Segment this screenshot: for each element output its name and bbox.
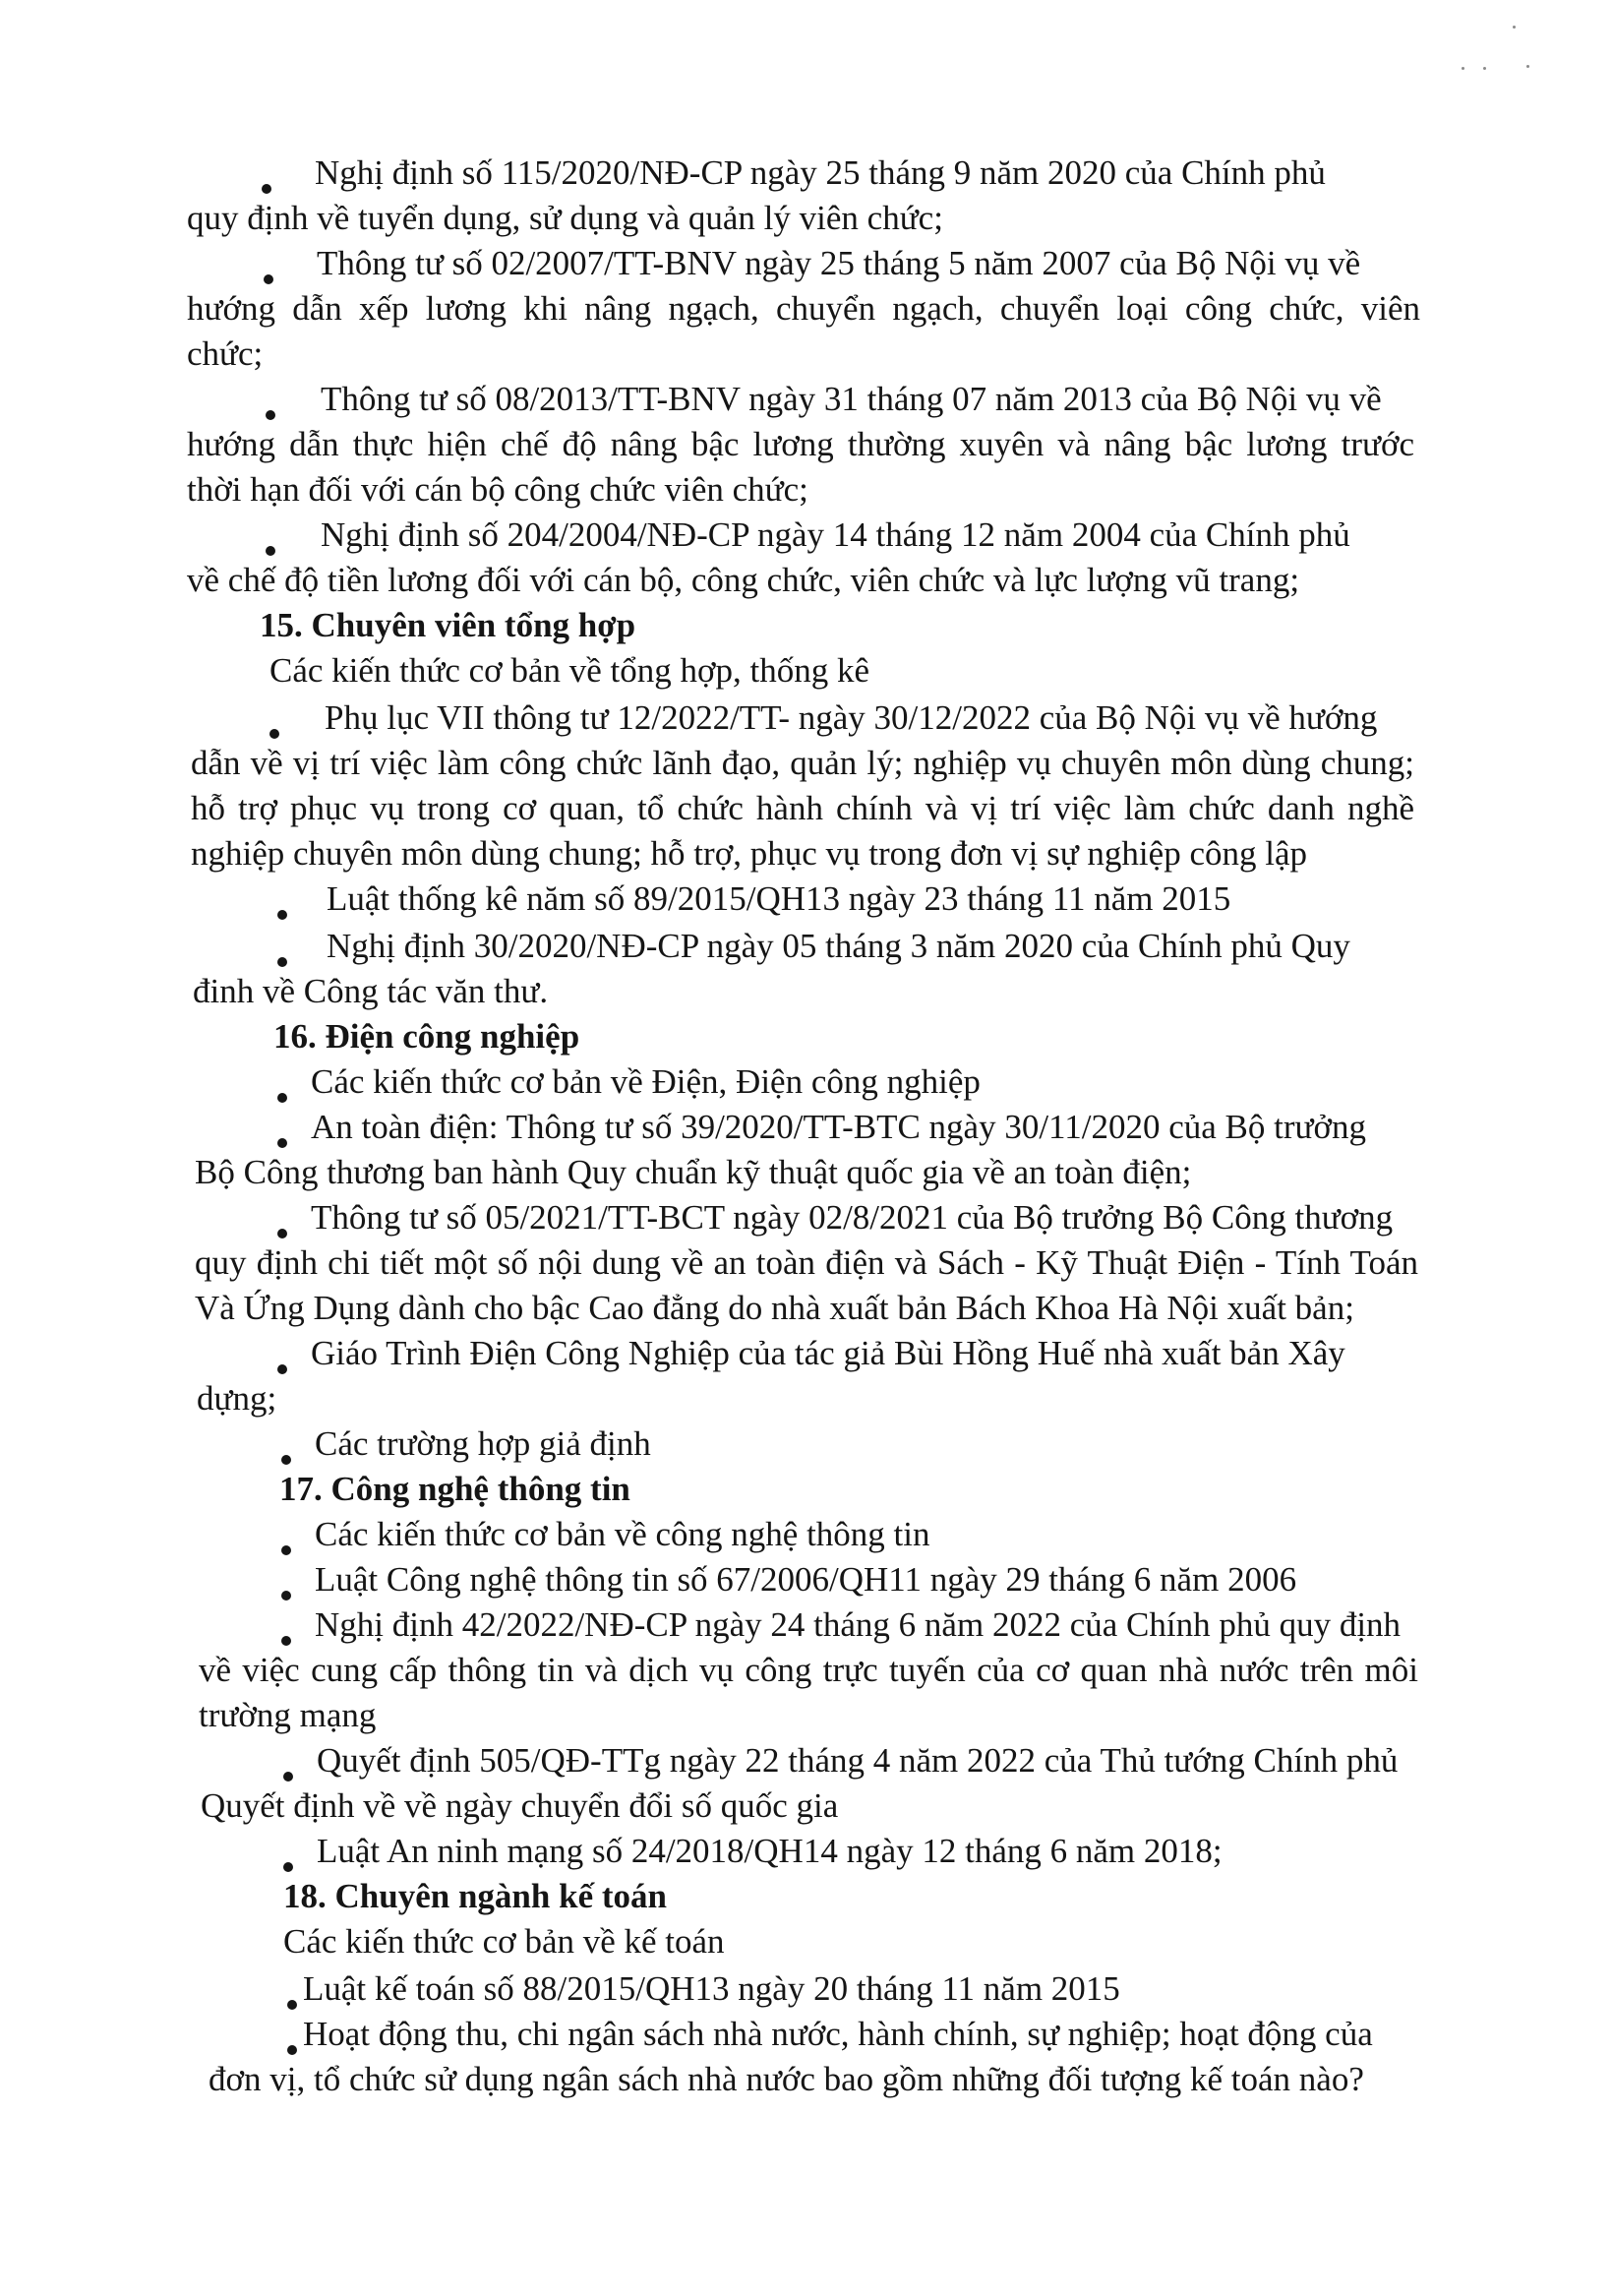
bullet-icon xyxy=(281,1455,291,1465)
section-heading: 17. Công nghệ thông tin xyxy=(279,1470,630,1508)
bullet-icon xyxy=(277,1093,287,1103)
bullet-icon xyxy=(277,1364,287,1374)
text-line: đinh về Công tác văn thư. xyxy=(193,972,549,1010)
section-heading: 15. Chuyên viên tổng hợp xyxy=(260,606,636,644)
text-line: hướng dẫn xếp lương khi nâng ngạch, chuyển ngạch, chuyển loại công chức, viên xyxy=(187,289,1420,328)
bullet-icon xyxy=(287,2045,297,2055)
line-text: Các kiến thức cơ bản về Điện, Điện công nghiệp xyxy=(311,1062,981,1101)
bullet-icon xyxy=(262,184,271,194)
text-line: về việc cung cấp thông tin và dịch vụ công trực tuyến của cơ quan nhà nước trên môi xyxy=(199,1651,1418,1689)
scan-speck xyxy=(1526,65,1529,68)
bullet-icon xyxy=(283,1772,293,1782)
bullet-icon xyxy=(283,1862,293,1872)
text-line: Bộ Công thương ban hành Quy chuẩn kỹ thuật quốc gia về an toàn điện; xyxy=(195,1153,1192,1191)
section-heading: 16. Điện công nghiệp xyxy=(273,1017,580,1056)
bullet-icon xyxy=(269,729,279,739)
line-text: Luật Công nghệ thông tin số 67/2006/QH11 ngày 29 tháng 6 năm 2006 xyxy=(315,1560,1297,1599)
text-line: đơn vị, tổ chức sử dụng ngân sách nhà nước bao gồm những đối tượng kế toán nào? xyxy=(209,2060,1364,2098)
line-text: Các trường hợp giả định xyxy=(315,1424,651,1463)
text-line: Và Ứng Dụng dành cho bậc Cao đẳng do nhà xuất bản Bách Khoa Hà Nội xuất bản; xyxy=(195,1289,1354,1327)
bullet-icon xyxy=(264,274,273,284)
line-text: Nghị định số 204/2004/NĐ-CP ngày 14 tháng 12 năm 2004 của Chính phủ xyxy=(321,515,1350,554)
bullet-icon xyxy=(281,1545,291,1555)
section-heading: 18. Chuyên ngành kế toán xyxy=(283,1877,667,1915)
line-text: Giáo Trình Điện Công Nghiệp của tác giả Bùi Hồng Huế nhà xuất bản Xây xyxy=(311,1334,1345,1372)
text-line: Quyết định về về ngày chuyển đổi số quốc gia xyxy=(201,1786,839,1825)
scan-speck xyxy=(1483,67,1486,70)
line-text: Thông tư số 05/2021/TT-BCT ngày 02/8/2021 của Bộ trưởng Bộ Công thương xyxy=(311,1198,1394,1237)
text-line: hỗ trợ phục vụ trong cơ quan, tổ chức hành chính và vị trí việc làm chức danh nghề xyxy=(191,789,1414,827)
bullet-icon xyxy=(277,957,287,967)
bullet-icon xyxy=(281,1591,291,1601)
line-text: Luật kế toán số 88/2015/QH13 ngày 20 tháng 11 năm 2015 xyxy=(303,1969,1120,2008)
text-line: chức; xyxy=(187,334,264,373)
scan-speck xyxy=(1462,67,1464,70)
text-line: thời hạn đối với cán bộ công chức viên chức; xyxy=(187,470,808,509)
text-line: về chế độ tiền lương đối với cán bộ, công chức, viên chức và lực lượng vũ trang; xyxy=(187,561,1300,599)
text-line: Các kiến thức cơ bản về tổng hợp, thống kê xyxy=(269,651,870,690)
line-text: Các kiến thức cơ bản về công nghệ thông tin xyxy=(315,1515,930,1553)
text-line: dẫn về vị trí việc làm công chức lãnh đạo, quản lý; nghiệp vụ chuyên môn dùng chung; xyxy=(191,744,1414,782)
text-line: nghiệp chuyên môn dùng chung; hỗ trợ, phục vụ trong đơn vị sự nghiệp công lập xyxy=(191,834,1307,873)
line-text: Thông tư số 08/2013/TT-BNV ngày 31 tháng 07 năm 2013 của Bộ Nội vụ về xyxy=(321,380,1382,418)
line-text: Phụ lục VII thông tư 12/2022/TT- ngày 30/12/2022 của Bộ Nội vụ về hướng xyxy=(325,698,1378,737)
line-text: Luật thống kê năm số 89/2015/QH13 ngày 23 tháng 11 năm 2015 xyxy=(327,879,1231,918)
bullet-icon xyxy=(281,1636,291,1646)
line-text: Hoạt động thu, chi ngân sách nhà nước, hành chính, sự nghiệp; hoạt động của xyxy=(303,2015,1373,2053)
line-text: Thông tư số 02/2007/TT-BNV ngày 25 tháng 5 năm 2007 của Bộ Nội vụ về xyxy=(317,244,1361,282)
bullet-icon xyxy=(266,410,275,420)
text-line: Các kiến thức cơ bản về kế toán xyxy=(283,1922,725,1961)
line-text: Nghị định 30/2020/NĐ-CP ngày 05 tháng 3 năm 2020 của Chính phủ Quy xyxy=(327,927,1350,965)
scan-speck xyxy=(1513,26,1516,29)
line-text: Quyết định 505/QĐ-TTg ngày 22 tháng 4 năm 2022 của Thủ tướng Chính phủ xyxy=(317,1741,1399,1780)
line-text: An toàn điện: Thông tư số 39/2020/TT-BTC ngày 30/11/2020 của Bộ trưởng xyxy=(311,1108,1367,1146)
bullet-icon xyxy=(287,2000,297,2010)
text-line: quy định về tuyển dụng, sử dụng và quản lý viên chức; xyxy=(187,199,943,237)
text-line: dựng; xyxy=(197,1379,277,1418)
bullet-icon xyxy=(277,1138,287,1148)
text-line: hướng dẫn thực hiện chế độ nâng bậc lương thường xuyên và nâng bậc lương trước xyxy=(187,425,1414,463)
line-text: Nghị định số 115/2020/NĐ-CP ngày 25 tháng 9 năm 2020 của Chính phủ xyxy=(315,153,1326,192)
bullet-icon xyxy=(277,1229,287,1239)
bullet-icon xyxy=(266,546,275,556)
bullet-icon xyxy=(277,910,287,920)
text-line: quy định chi tiết một số nội dung về an toàn điện và Sách - Kỹ Thuật Điện - Tính Toán xyxy=(195,1243,1418,1282)
line-text: Luật An ninh mạng số 24/2018/QH14 ngày 12 tháng 6 năm 2018; xyxy=(317,1832,1223,1870)
text-line: trường mạng xyxy=(199,1696,377,1734)
line-text: Nghị định 42/2022/NĐ-CP ngày 24 tháng 6 năm 2022 của Chính phủ quy định xyxy=(315,1605,1402,1644)
